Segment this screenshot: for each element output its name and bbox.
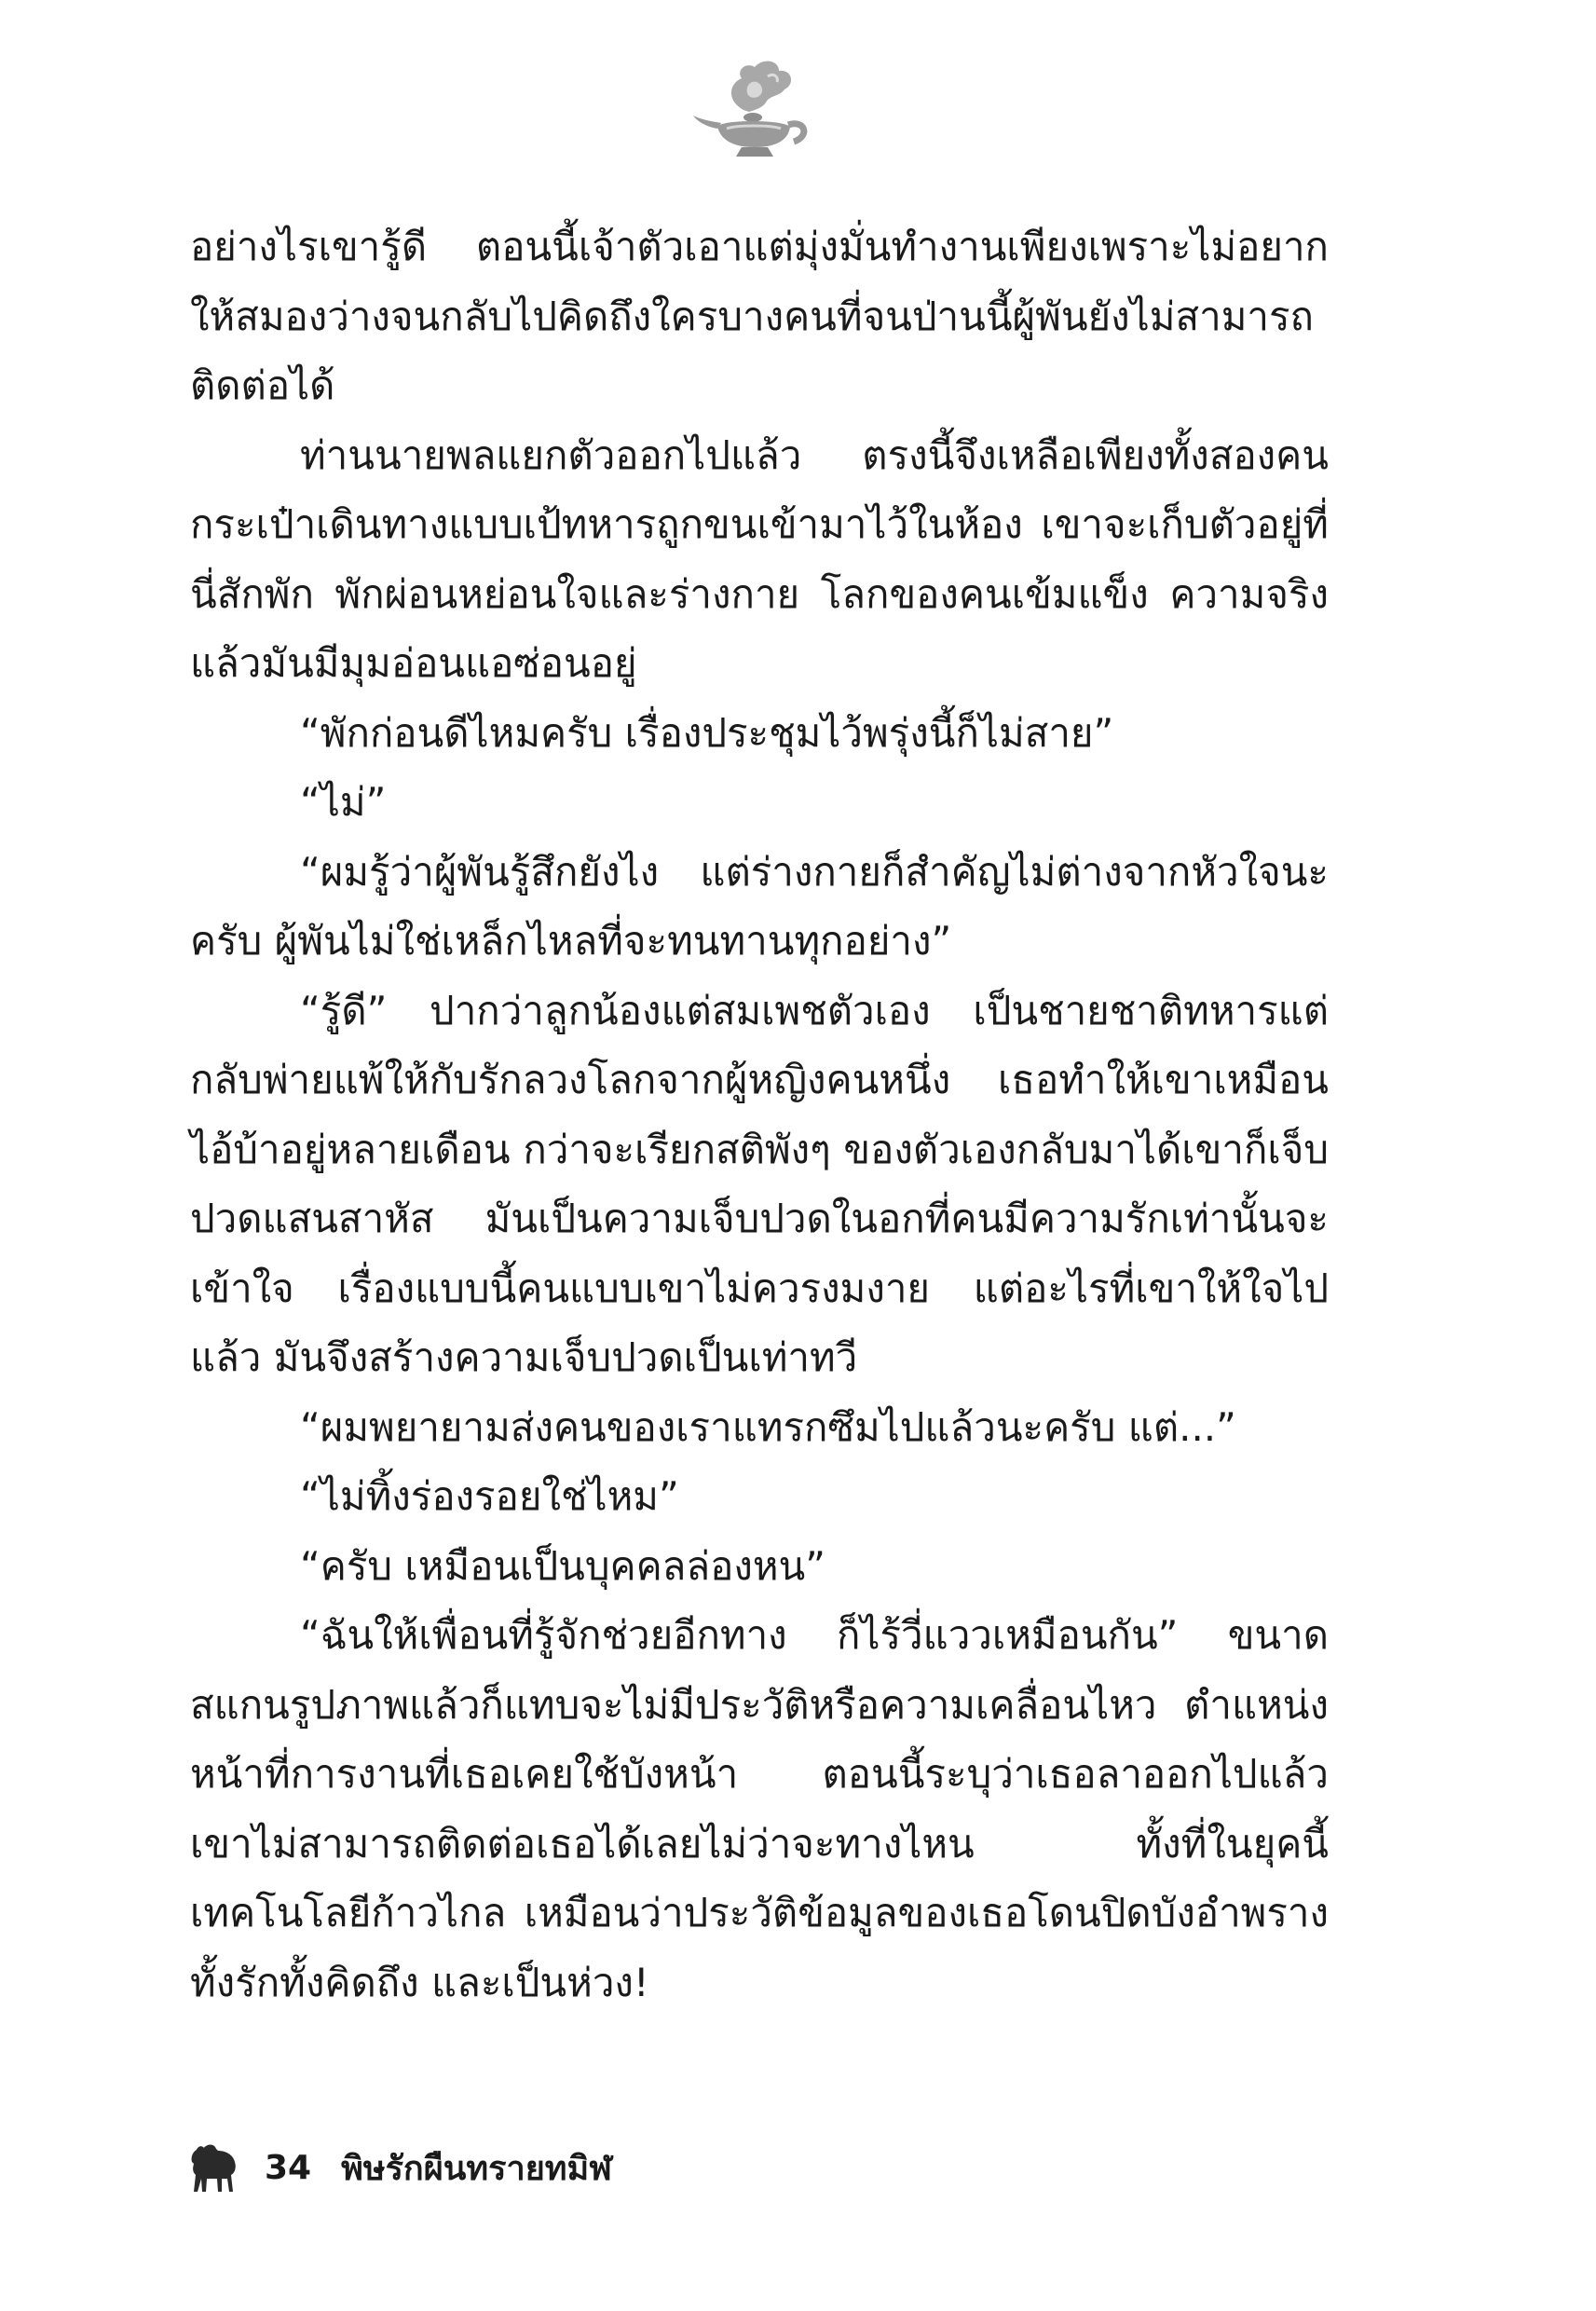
paragraph: ท่านนายพลแยกตัวออกไปแล้ว ตรงนี้จึงเหลือเพียงทั้งสองคน กระเป๋าเดินทางแบบเป้ทหารถูกขนเข้ามาไว้ในห้อง เขาจะเก็บตัวอยู่ที่นี่สักพัก พักผ่อนหย่อนใจและร่างกาย โลกของคนเข้มแข็ง ความจริงแล้วมันมีมุมอ่อนแอซ่อนอยู่	[190, 431, 1329, 686]
book-title: พิษรักผืนทรายทมิฬ	[341, 2149, 612, 2188]
paragraph: “ผมรู้ว่าผู้พันรู้สึกยังไง แต่ร่างกายก็สำคัญไม่ต่างจากหัวใจนะครับ ผู้พันไม่ใช่เหล็กไหลที่จะทนทานทุกอย่าง”	[190, 848, 1329, 964]
genie-lamp-icon	[689, 56, 820, 168]
paragraph: “ไม่ทิ้งร่องรอยใช่ไหม”	[300, 1473, 679, 1519]
paragraph: “ฉันให้เพื่อนที่รู้จักช่วยอีกทาง ก็ไร้วี่แววเหมือนกัน” ขนาดสแกนรูปภาพแล้วก็แทบจะไม่มีประวัติหรือความเคลื่อนไหว ตำแหน่งหน้าที่การงานที่เธอเคยใช้บังหน้า ตอนนี้ระบุว่าเธอลาออกไปแล้ว เขาไม่สามารถติดต่อเธอได้เลยไม่ว่าจะทางไหน ทั้งที่ในยุคนี้เทคโนโลยีก้าวไกล เหมือนว่าประวัติข้อมูลของเธอโดนปิดบังอำพราง ทั้งรักทั้งคิดถึง และเป็นห่วง!	[190, 1612, 1329, 2005]
paragraph: “พักก่อนดีไหมครับ เรื่องประชุมไว้พรุ่งนี้ก็ไม่สาย”	[300, 709, 1114, 756]
paragraph: “ครับ เหมือนเป็นบุคคลล่องหน”	[300, 1542, 826, 1589]
paragraph: อย่างไรเขารู้ดี ตอนนี้เจ้าตัวเอาแต่มุ่งมั่นทำงานเพียงเพราะไม่อยากให้สมองว่างจนกลับไปคิดถึงใครบางคนที่จนป่านนี้ผู้พันยังไม่สามารถติดต่อได้	[190, 224, 1329, 408]
paragraph: “ผมพยายามส่งคนของเราแทรกซึมไปแล้วนะครับ แต่...”	[300, 1403, 1236, 1450]
paragraph: “รู้ดี” ปากว่าลูกน้องแต่สมเพชตัวเอง เป็นชายชาติทหารแต่กลับพ่ายแพ้ให้กับรักลวงโลกจากผู้หญิงคนหนึ่ง เธอทำให้เขาเหมือนไอ้บ้าอยู่หลายเดือน กว่าจะเรียกสติพังๆ ของตัวเองกลับมาได้เขาก็เจ็บปวดแสนสาหัส มันเป็นความเจ็บปวดในอกที่คนมีความรักเท่านั้นจะเข้าใจ เรื่องแบบนี้คนแบบเขาไม่ควรงมงาย แต่อะไรที่เขาให้ใจไปแล้ว มันจึงสร้างความเจ็บปวดเป็นเท่าทวี	[190, 987, 1329, 1380]
body-text	[190, 212, 1329, 2017]
page-number: 34	[265, 2148, 312, 2187]
paragraph: “ไม่”	[300, 779, 387, 825]
page-footer	[186, 2141, 612, 2194]
horse-icon	[186, 2141, 240, 2194]
